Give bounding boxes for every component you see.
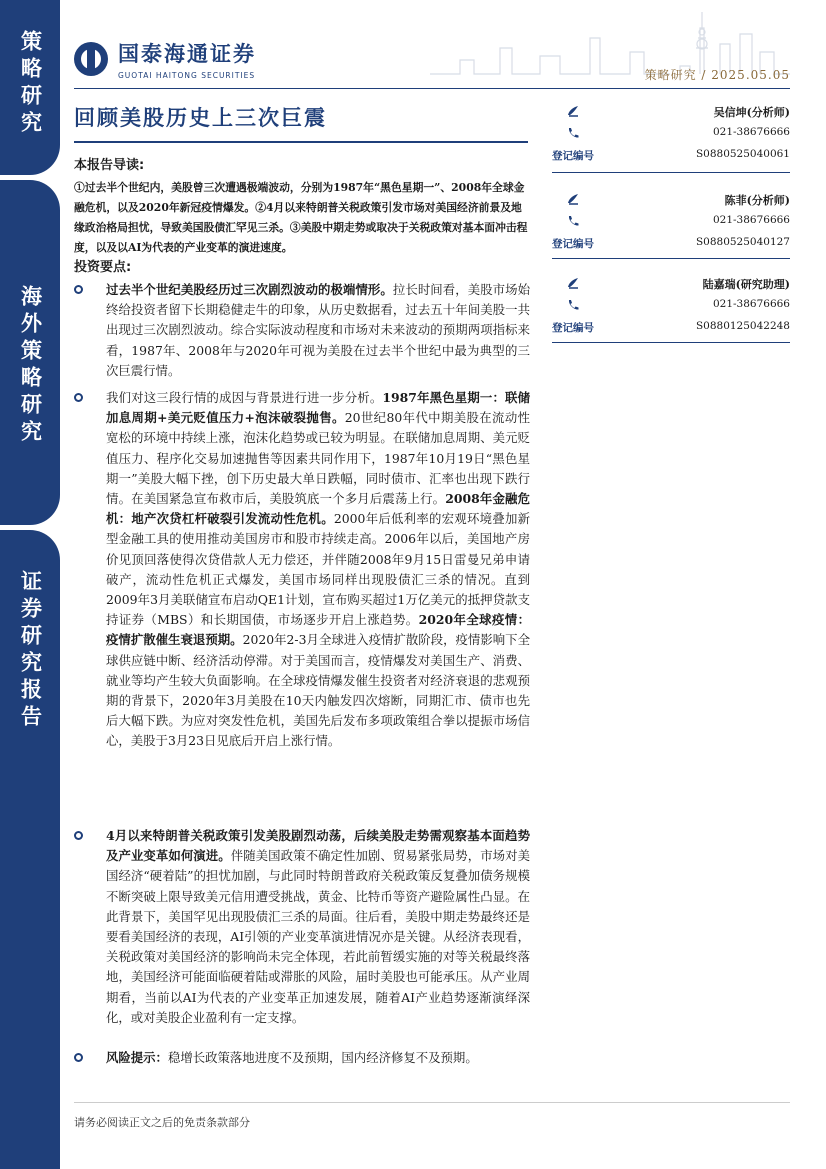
sidebar-block-strategy xyxy=(0,0,60,175)
bullet-icon xyxy=(74,1053,83,1062)
registration-label: 登记编号 xyxy=(552,150,594,162)
point-text: 拉长时间看，美股市场始终给投资者留下长期稳健走牛的印象，从历史数据看，过去五十年间美股一共出现过三次剧烈波动。综合实际波动程度和市场对未来波动的预期两项指标来看，1987年、2008年与2020年可视为美股在过去半个世纪中最为典型的三次巨震行情。 xyxy=(106,282,531,378)
sidebar-label: 证券研究报告 xyxy=(18,570,43,732)
report-date: 2025.05.05 xyxy=(711,68,790,82)
footer-divider xyxy=(74,1102,790,1103)
points-heading: 投资要点: xyxy=(74,260,132,275)
point-lead: 4月以来特朗普关税政策引发美股剧烈动荡，后续美股走势需观察基本面趋势及产业变革如何演进。 xyxy=(106,828,530,864)
report-title: 回顾美股历史上三次巨震 xyxy=(74,106,327,130)
email-icon xyxy=(566,192,580,206)
analyst-name: 吴信坤(分析师) xyxy=(713,106,790,119)
abstract-text: ①过去半个世纪内，美股曾三次遭遇极端波动，分别为1987年“黑色星期一”、2008年全球金融危机，以及2020年新冠疫情爆发。②4月以来特朗普关税政策引发市场对美国经济前景及地缘政治格局担忧，导致美国股债汇罕见三杀。③美股中期走势或取决于关税政策对基本面冲击程度，以及以AI为代表的产业变革的演进速度。 xyxy=(74,181,528,254)
analyst-card xyxy=(552,192,790,272)
key-point xyxy=(74,388,530,752)
analyst-divider xyxy=(552,258,790,259)
phone-icon xyxy=(566,298,580,312)
analyst-name: 陆嘉瑞(研究助理) xyxy=(702,278,790,291)
point-text: 伴随美国政策不确定性加剧、贸易紧张局势，市场对美国经济“硬着陆”的担忧加剧，与此同时特朗普政府关税政策反复叠加债务规模不断突破上限导致美元信用遭受挑战，黄金、比特币等资产避险属性凸显。在此背景下，美国罕见出现股债汇三杀的局面。往后看，美股中期走势最终还是要看美国经济的表现，AI引领的产业变革演进情况亦是关键。从经济表现看，关税政策对美国经济的影响尚未完全体现，若此前暂缓实施的对等关税最终落地，美国经济可能面临硬着陆或滞胀的风险，届时美股也可能承压。从产业周期看，当前以AI为代表的产业变革正加速发展，随着AI产业趋势逐渐演绎深化，或对美股企业盈利有一定支撑。 xyxy=(106,848,531,1025)
bullet-icon xyxy=(74,285,83,294)
point-text: 稳增长政策落地进度不及预期，国内经济修复不及预期。 xyxy=(167,1050,478,1065)
registration-number: S0880525040127 xyxy=(695,236,790,248)
bullet-icon xyxy=(74,393,83,402)
phone-icon xyxy=(566,214,580,228)
point-text: 我们对这三段行情的成因与背景进行进一步分析。 xyxy=(106,390,383,405)
registration-label: 登记编号 xyxy=(552,238,594,250)
key-point xyxy=(74,280,530,381)
title-divider xyxy=(74,141,528,143)
bullet-icon xyxy=(74,831,83,840)
analyst-divider xyxy=(552,172,790,173)
sidebar-label: 策略研究 xyxy=(18,30,43,138)
point-lead: 过去半个世纪美股经历过三次剧烈波动的极端情形。 xyxy=(106,282,393,297)
company-logo xyxy=(74,38,256,80)
analyst-card xyxy=(552,276,790,356)
sidebar-block-report xyxy=(0,530,60,1169)
abstract-heading: 本报告导读: xyxy=(74,158,145,173)
meta-separator: / xyxy=(696,68,712,82)
registration-label: 登记编号 xyxy=(552,322,594,334)
report-meta xyxy=(645,66,790,83)
risk-warning xyxy=(74,1048,530,1068)
email-icon xyxy=(566,104,580,118)
logo-mark-icon xyxy=(74,42,108,76)
point-text: 2000年后低利率的宏观环境叠加新型金融工具的使用推动美国房市和股市持续走高。2006年以后，美国地产房价见顶回落使得次贷借款人无力偿还，并伴随2008年9月15日雷曼兄弟申请破产，流动性危机正式爆发，美国市场同样出现股债汇三杀的情况。直到2009年3月美联储宣布启动QE1计划，宣布购买超过1万亿美元的抵押贷款支持证券（MBS）和长期国债，市场逐步开启上涨趋势。 xyxy=(106,511,531,628)
disclaimer-text: 请务必阅读正文之后的免责条款部分 xyxy=(74,1116,250,1129)
report-category: 策略研究 xyxy=(644,68,697,82)
analyst-phone: 021-38676666 xyxy=(712,214,790,226)
point-text: 20世纪80年代中期美股在流动性宽松的环境中持续上涨，泡沫化趋势或已较为明显。在联储加息周期、美元贬值压力、程序化交易加速抛售等因素共同作用下，1987年10月19日“黑色星期一”美股大幅下挫，创下历史最大单日跌幅，同时债市、汇率也出现下跌行情。在美国紧急宣布救市后，美股筑底一个多月后震荡上行。 xyxy=(106,410,530,507)
logo-name-en: GUOTAI HAITONG SECURITIES xyxy=(118,71,256,80)
point-subhead: 2008年金融危机：地产次贷杠杆破裂引发流动性危机。 xyxy=(106,491,530,527)
registration-number: S0880525040061 xyxy=(695,148,790,160)
left-sidebar xyxy=(0,0,60,1169)
analyst-phone: 021-38676666 xyxy=(712,126,790,138)
point-subhead: 2020年全球疫情：疫情扩散催生衰退预期。 xyxy=(106,612,530,648)
registration-number: S0880125042248 xyxy=(695,320,790,332)
point-subhead: 1987年黑色星期一：联储加息周期+美元贬值压力+泡沫破裂抛售。 xyxy=(106,390,530,426)
point-text: 2020年2-3月全球进入疫情扩散阶段，疫情影响下全球供应链中断、经济活动停滞。对于美国而言，疫情爆发对美国生产、消费、就业等均产生较大负面影响。在全球疫情爆发催生投资者对经济衰退的悲观预期的背景下，2020年3月美股在10天内触发四次熔断，同期汇市、债市也先后大幅下跌。为应对突发性危机，美国先后发布多项政策组合拳以提振市场信心，美股于3月23日见底后开启上涨行情。 xyxy=(106,632,530,749)
analyst-phone: 021-38676666 xyxy=(712,298,790,310)
analyst-divider xyxy=(552,342,790,343)
logo-name-cn: 国泰海通证券 xyxy=(118,42,256,66)
analyst-name: 陈菲(分析师) xyxy=(724,194,790,207)
phone-icon xyxy=(566,126,580,140)
sidebar-block-overseas xyxy=(0,180,60,525)
header-divider xyxy=(74,88,790,89)
email-icon xyxy=(566,276,580,290)
key-point xyxy=(74,826,530,1028)
point-lead: 风险提示： xyxy=(106,1050,168,1065)
sidebar-label: 海外策略研究 xyxy=(18,285,43,447)
